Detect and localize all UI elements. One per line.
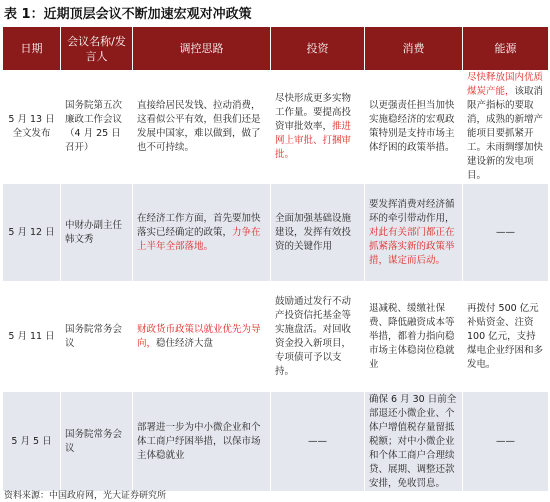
row-energy	[463, 71, 549, 184]
approach-highlight: 力争在上半年全部落地。	[137, 226, 261, 252]
header-approach: 调控思路	[133, 27, 271, 71]
row-approach	[133, 282, 271, 392]
table-row	[3, 71, 549, 184]
row-meeting: 国务院常务会议	[61, 392, 133, 492]
energy-text: 该取消限产指标的要取消，成熟的新增产能项目要抓紧开工。未雨绸缪加快建设新的发电项目。	[467, 86, 544, 181]
table-title: 表 1：近期顶层会议不断加速宏观对冲政策	[4, 7, 252, 22]
consumption-text: 要发挥消费对经济循环的牵引带动作用，	[369, 198, 455, 224]
row-meeting: 国务院第五次廉政工作会议（4 月 25 日召开）	[61, 71, 133, 184]
table-row	[3, 184, 549, 282]
row-date: 5 月 13 日全文发布	[3, 71, 61, 184]
row-investment: 全面加强基础设施建设，发挥有效投资的关键作用	[271, 184, 365, 282]
approach-text: 稳住经济大盘	[156, 337, 214, 349]
row-investment: ——	[271, 392, 365, 492]
row-consumption: 确保 6 月 30 日前全部退还小微企业、个体户增值税存量留抵税额；对中小微企业和个体工商户合理续贷、展期、调整还款安排，免收罚息。	[365, 392, 463, 492]
header-consumption: 消费	[365, 27, 463, 71]
row-consumption	[365, 184, 463, 282]
row-consumption: 退减税、缓缴社保费、降低融资成本等举措，都着力指向稳市场主体稳岗位稳就业	[365, 282, 463, 392]
energy-highlight: 尽快释放国内优质煤炭产能，	[467, 72, 544, 97]
table-row	[3, 392, 549, 492]
policy-table	[2, 26, 549, 492]
row-meeting: 国务院常务会议	[61, 282, 133, 392]
investment-text: 尽快形成更多实物工作量。要提高投资审批效率，	[275, 93, 352, 132]
row-approach	[133, 184, 271, 282]
row-consumption: 以更强责任担当加快实施稳经济的宏观政策特别是支持市场主体纾困的政策举措。	[365, 71, 463, 184]
row-approach: 部署进一步为中小微企业和个体工商户纾困举措，以保市场主体稳就业	[133, 392, 271, 492]
header-date: 日期	[3, 27, 61, 71]
row-investment	[271, 71, 365, 184]
row-approach: 直接给居民发钱、拉动消费，这看似公平有效，但我们还是发展中国家，难以做到，做了也不可持续。	[133, 71, 271, 184]
row-meeting: 中财办副主任韩文秀	[61, 184, 133, 282]
row-energy: ——	[463, 392, 549, 492]
header-energy: 能源	[463, 27, 549, 71]
row-investment: 鼓励通过发行不动产投资信托基金等实施盘活。对回收资金投入新项目，专项债可予以支持。	[271, 282, 365, 392]
row-energy: 再拨付 500 亿元补贴资金、注资 100 亿元，支持煤电企业纾困和多发电。	[463, 282, 549, 392]
header-meeting: 会议名称/发言人	[61, 27, 133, 71]
table-row	[3, 282, 549, 392]
row-date: 5 月 5 日	[3, 392, 61, 492]
investment-highlight: 推进网上审批、打捆审批。	[275, 121, 352, 160]
row-date: 5 月 11 日	[3, 282, 61, 392]
source-note: 资料来源：中国政府网，光大证券研究所	[4, 491, 167, 501]
row-date: 5 月 12 日	[3, 184, 61, 282]
approach-highlight: 财政货币政策以就业优先为导向，	[137, 323, 261, 349]
header-row	[3, 27, 549, 71]
row-energy: ——	[463, 184, 549, 282]
header-investment: 投资	[271, 27, 365, 71]
approach-text: 在经济工作方面，首先要加快落实已经确定的政策，	[137, 212, 261, 238]
consumption-highlight: 对此有关部门都正在抓紧落实新的政策举措，谋定而后动。	[369, 226, 455, 266]
